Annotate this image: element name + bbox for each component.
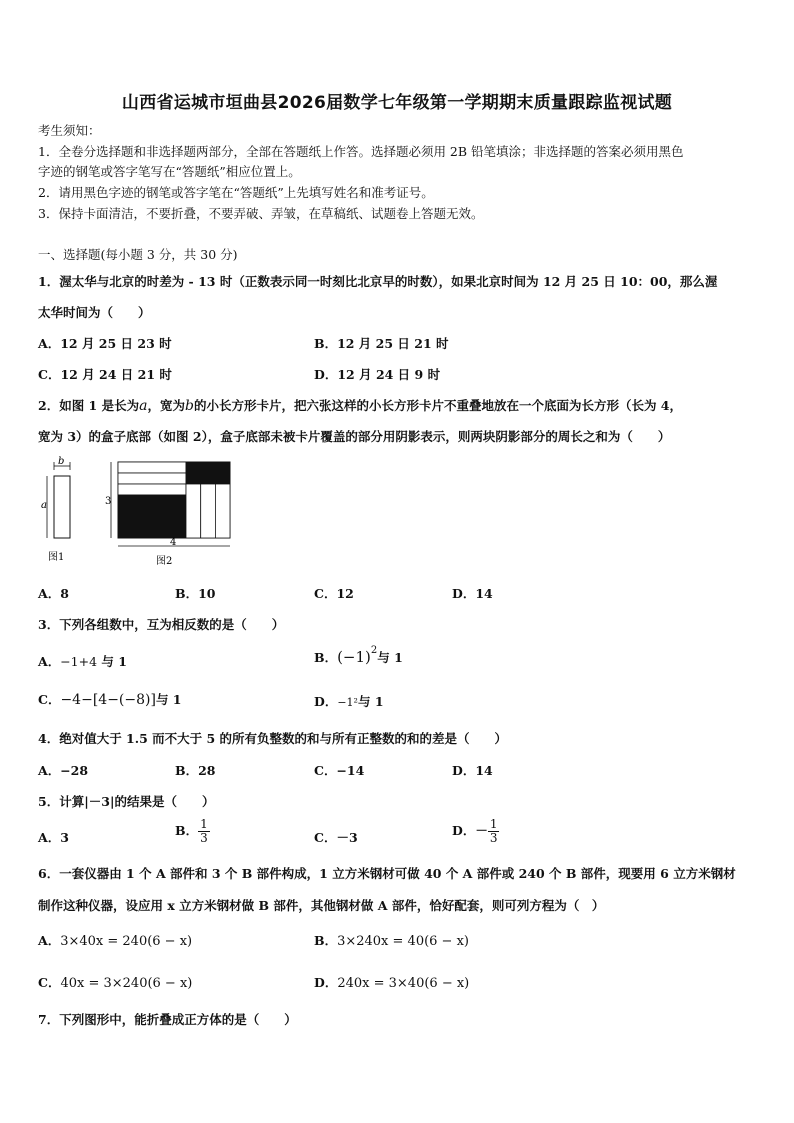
fig1-caption: 图1 [48,552,65,563]
q3-b-exponent: 2 [370,644,378,656]
q3-c-math: −4−[4−(−8)] [60,692,156,708]
q3-stem: 3．下列各组数中，互为相反数的是（ ） [38,617,285,632]
notice-heading: 考生须知： [38,123,101,138]
notice-item-3: 3．保持卡面清洁，不要折叠，不要弄破、弄皱，在草稿纸、试题卷上答题无效。 [38,206,484,221]
shaded-region-right [186,462,230,484]
q2-var-a: a [139,398,148,414]
notice-item-2: 2．请用黑色字迹的钢笔或答字笔在“答题纸”上先填写姓名和准考证号。 [38,185,434,200]
fig1-label-a: a [41,500,47,511]
q6-option-c: C．40x = 3×240(6 − x) [38,975,193,991]
figure-2 [105,462,230,567]
q5-b-fraction: $\frac{1}{3}$ [200,817,208,845]
q2-stem-cont: 宽为 3）的盒子底部（如图 2），盒子底部未被卡片覆盖的部分用阴影表示，则两块阴影部分的周长之和为（ ） [38,429,671,444]
q5-stem: 5．计算|－3|的结果是（ ） [38,794,215,809]
q5-option-b: B． $\frac{1}{3}$ [175,817,208,845]
q6-option-d: D．240x = 3×40(6 − x) [314,975,470,991]
q3-a-math: −1+4 [60,654,98,669]
q5-option-a: A．3 [38,830,69,845]
q5-option-c: C．－3 [314,830,358,845]
q2-option-a: A．8 [38,586,69,601]
fig2-caption: 图2 [156,556,173,567]
q4-stem: 4．绝对值大于 1.5 而不大于 5 的所有负整数的和与所有正整数的和的差是（ ） [38,731,508,746]
q2-stem [38,396,682,414]
page-title: 山西省运城市垣曲县2026届数学七年级第一学期期末质量跟踪监视试题 [121,93,673,113]
q3-option-c: C．−4−[4−(−8)]与 1 [38,692,182,708]
q2-option-c: C．12 [314,586,354,601]
q5-option-d: D．－ $\frac{1}{3}$ [452,817,498,845]
q3-option-b: B．$(-1)^2$与 1 [314,644,403,666]
q3-option-a: A．−1+4 与 1 [38,654,127,669]
q4-option-c: C．−14 [314,763,365,778]
section-heading: 一、选择题(每小题 3 分，共 30 分) [38,247,238,262]
fig2-label-4: 4 [170,537,177,548]
q4-option-a: A．−28 [38,763,89,778]
q2-option-d: D．14 [452,586,493,601]
q1-option-b: B．12 月 25 日 21 时 [314,336,449,351]
q6-stem: 6．一套仪器由 1 个 A 部件和 3 个 B 部件构成，1 立方米钢材可做 40 个 A 部件或 240 个 B 部件，现要用 6 立方米钢材 [38,866,736,881]
fig1-label-b: b [58,456,65,467]
q2-option-b: B．10 [175,586,216,601]
q4-option-b: B．28 [175,763,216,778]
q1-stem: 1．渥太华与北京的时差为 - 13 时（正数表示同一时刻比北京早的时数），如果北京时间为 12 月 25 日 10：00，那么渥 [38,274,718,289]
q2-figures [38,456,238,572]
notice-item-1: 1．全卷分选择题和非选择题两部分，全部在答题纸上作答。选择题必须用 2B 铅笔填涂；非选择题的答案必须用黑色 [38,144,684,159]
figure-1 [41,456,70,563]
q3-b-math: (−1) [337,648,371,666]
fig2-label-3: 3 [105,496,112,507]
q2-var-b: b [184,398,194,414]
q1-option-a: A．12 月 25 日 23 时 [38,336,172,351]
q2-stem-part1: 2．如图 1 是长为 [38,398,140,413]
q3-d-math: −1² [337,696,358,709]
q5-d-fraction: $\frac{1}{3}$ [489,817,498,845]
shaded-region-left [118,495,186,538]
q3-option-d: D．−1²与 1 [314,694,384,709]
q1-option-c: C．12 月 24 日 21 时 [38,367,172,382]
q2-stem-part3: 的小长方形卡片，把六张这样的小长方形卡片不重叠地放在一个底面为长方形（长为 4， [193,398,683,413]
notice-item-1-cont: 字迹的钢笔或答字笔写在“答题纸”相应位置上。 [38,164,301,179]
q6-stem-cont: 制作这种仪器，设应用 x 立方米钢材做 B 部件，其他钢材做 A 部件，恰好配套，则可列方程为（ ） [38,898,605,913]
q4-option-d: D．14 [452,763,493,778]
q6-option-b: B．3×240x = 40(6 − x) [314,933,469,949]
q1-option-d: D．12 月 24 日 9 时 [314,367,441,382]
q7-stem: 7．下列图形中，能折叠成正方体的是（ ） [38,1012,297,1027]
q2-stem-part2: ，宽为 [147,398,185,413]
q1-stem-cont: 太华时间为（ ） [38,305,151,320]
q6-option-a: A．3×40x = 240(6 − x) [38,933,193,949]
